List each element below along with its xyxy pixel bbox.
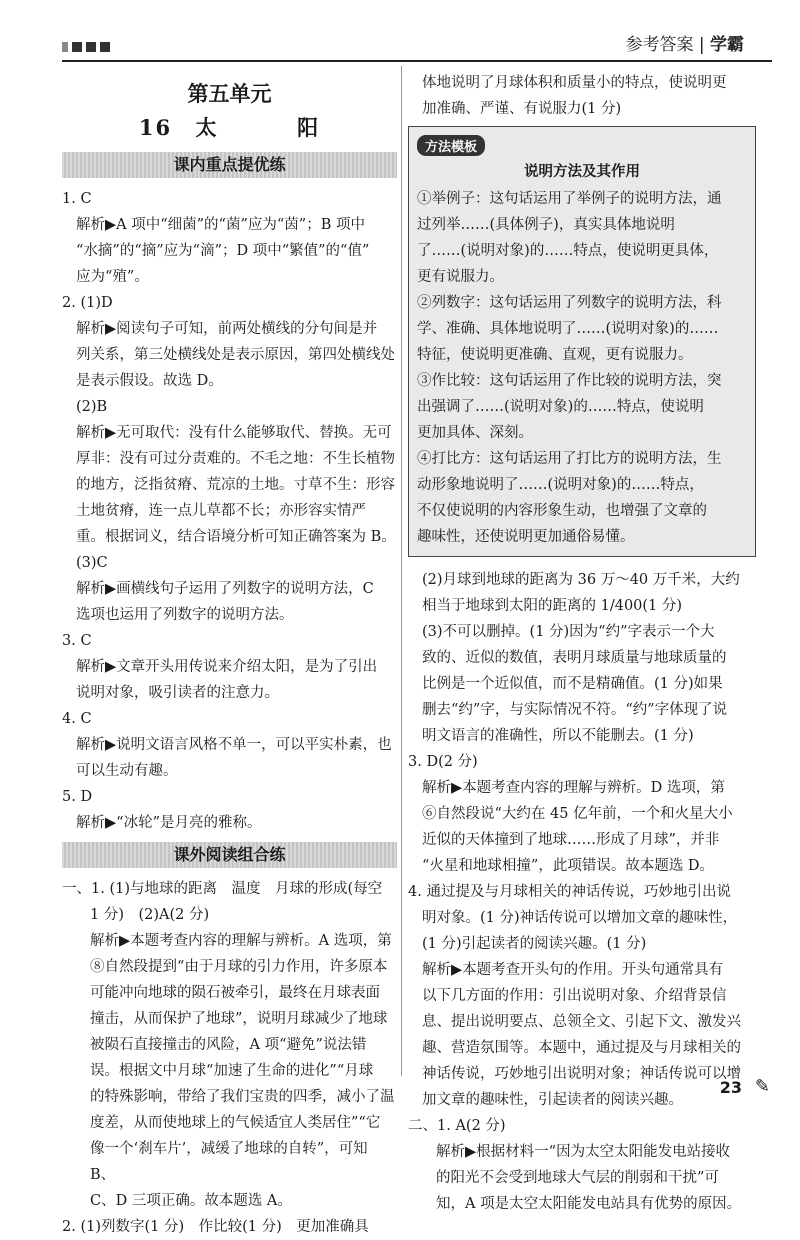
method-line: 了……(说明对象)的……特点，使说明更具体， [417, 243, 719, 259]
answer-part2-q1: 二、1. A(2 分) [408, 1118, 506, 1134]
analysis-line: 趣、营造氛围等。本题中，通过提及与月球相关的 [422, 1040, 741, 1056]
method-line: 更加具体、深刻。 [417, 425, 533, 441]
analysis-line: 的地方，泛指贫瘠、荒凉的土地。寸草不生：形容 [76, 477, 395, 493]
page-number: 23 [719, 1078, 742, 1097]
left-column [62, 70, 397, 1240]
analysis-line: 误。根据文中月球“加速了生命的进化”“月球 [90, 1063, 374, 1079]
answer-line: 致的、近似的数值，表明月球质量与地球质量的 [422, 650, 727, 666]
analysis-line: 撞击，从而保护了地球”，说明月球减少了地球 [90, 1011, 388, 1027]
answer-line: 比例是一个近似值，而不是精确值。(1 分)如果 [422, 676, 723, 692]
answer-line: 明对象。(1 分)神话传说可以增加文章的趣味性， [422, 910, 738, 926]
analysis-line: 的阳光不会受到地球大气层的削弱和干扰”可 [436, 1170, 719, 1186]
analysis-line: 解析▶本题考查内容的理解与辨析。A 选项，第 [90, 933, 392, 949]
answer-line: 加准确、严谨、有说服力(1 分) [422, 101, 622, 117]
method-line: ①举例子：这句话运用了举例子的说明方法，通 [417, 191, 722, 207]
header-text: 参考答案 [625, 35, 694, 55]
analysis-line: “水摘”的“摘”应为“滴”；D 项中“繁值”的“值” [76, 243, 370, 259]
method-line: ③作比较：这句话运用了作比较的说明方法，突 [417, 373, 722, 389]
reading-answer-2: 2. (1)列数字(1 分) 作比较(1 分) 更加准确具 [62, 1219, 369, 1235]
section-header-2: 课外阅读组合练 [62, 842, 397, 868]
analysis-line: 厚非：没有可过分责难的。不毛之地：不生长植物 [76, 451, 395, 467]
analysis-line: 解析▶说明文语言风格不单一，可以平实朴素，也 [76, 737, 392, 753]
analysis-line: “火星和地球相撞”，此项错误。故本题选 D。 [422, 858, 715, 874]
answer-line: 相当于地球到太阳的距离的 1/400(1 分) [422, 598, 683, 614]
answer-q3-reading: 3. D(2 分) [408, 754, 478, 770]
method-line: 学、准确、具体地说明了……(说明对象)的…… [417, 321, 719, 337]
analysis-line: 应为“殖”。 [76, 269, 149, 285]
analysis-line: 解析▶文章开头用传说来介绍太阳，是为了引出 [76, 659, 378, 675]
method-line: 出强调了……(说明对象)的……特点，使说明 [417, 399, 704, 415]
section-header-1: 课内重点提优练 [62, 152, 397, 178]
analysis-line: C、D 三项正确。故本题选 A。 [90, 1193, 292, 1209]
answer-line: 体地说明了月球体积和质量小的特点，使说明更 [422, 75, 727, 91]
analysis-line: 可能冲向地球的陨石被牵引，最终在月球表面 [90, 985, 380, 1001]
analysis-line: 神话传说，巧妙地引出说明对象；神话传说可以增 [422, 1066, 741, 1082]
answer-line: 删去“约”字，与实际情况不符。“约”字体现了说 [422, 702, 728, 718]
answer-q3: 3. C [62, 633, 92, 649]
analysis-line: 近似的天体撞到了地球……形成了月球”，并非 [422, 832, 720, 848]
analysis-line: 息、提出说明要点、总领全文、引起下文、激发兴 [422, 1014, 741, 1030]
method-line: 特征，使说明更准确、直观，更有说服力。 [417, 347, 693, 363]
method-line: ④打比方：这句话运用了打比方的说明方法，生 [417, 451, 722, 467]
answer-q4: 4. C [62, 711, 92, 727]
answer-q2-2: (2)B [76, 399, 108, 415]
method-line: 趣味性，还使说明更加通俗易懂。 [417, 529, 635, 545]
analysis-line: 被陨石直接撞击的风险，A 项“避免”说法错 [90, 1037, 367, 1053]
method-line: 更有说服力。 [417, 269, 504, 285]
analysis-line: ⑥自然段说“大约在 45 亿年前，一个和火星大小 [422, 806, 733, 822]
analysis-line: 土地贫瘠，连一点儿草都不长；亦形容实情严 [76, 503, 366, 519]
analysis-line: 度差，从而使地球上的气候适宜人类居住”“它 [90, 1115, 381, 1131]
method-box-title: 说明方法及其作用 [524, 163, 640, 180]
analysis-line: 的特殊影响，带给了我们宝贵的四季，减小了温 [90, 1089, 395, 1105]
pencil-icon: ✎ [754, 1076, 770, 1097]
method-line: ②列数字：这句话运用了列数字的说明方法，科 [417, 295, 722, 311]
analysis-line: 知，A 项是太空太阳能发电站具有优势的原因。 [436, 1196, 742, 1212]
lesson-title [62, 112, 397, 142]
analysis-line: 解析▶本题考查内容的理解与辨析。D 选项，第 [422, 780, 725, 796]
analysis-line: 解析▶根据材料一“因为太空太阳能发电站接收 [436, 1144, 731, 1160]
analysis-line: 是表示假设。故选 D。 [76, 373, 223, 389]
lesson-title-char-1: 太 [195, 115, 219, 140]
answer-q1: 1. C [62, 191, 92, 207]
answer-q4-reading: 4. 通过提及与月球相关的神话传说，巧妙地引出说 [408, 884, 731, 900]
analysis-line: 解析▶阅读句子可知，前两处横线的分句间是并 [76, 321, 378, 337]
answer-line: 明文语言的准确性，所以不能删去。(1 分) [422, 728, 694, 744]
analysis-line: 重。根据词义，结合语境分析可知正确答案为 B。 [76, 529, 396, 545]
analysis-line: 解析▶本题考查开头句的作用。开头句通常具有 [422, 962, 724, 978]
analysis-line: 加文章的趣味性，引起读者的阅读兴趣。 [422, 1092, 683, 1108]
answer-q2-3: (3)C [76, 555, 108, 571]
method-template-badge: 方法模板 [417, 135, 485, 156]
analysis-line: 像一个‘刹车片’，减缓了地球的自转”，可知 B、 [90, 1141, 368, 1183]
header-separator: | [698, 35, 705, 55]
analysis-line: 解析▶画横线句子运用了列数字的说明方法，C [76, 581, 374, 597]
analysis-line: 解析▶“冰轮”是月亮的雅称。 [76, 815, 262, 831]
analysis-line: 解析▶A 项中“细菌”的“菌”应为“茵”；B 项中 [76, 217, 365, 233]
analysis-line: 解析▶无可取代：没有什么能够取代、替换。无可 [76, 425, 392, 441]
header-rule [62, 60, 772, 62]
lesson-title-char-2: 阳 [297, 115, 321, 140]
method-line: 动形象地说明了……(说明对象)的……特点， [417, 477, 704, 493]
analysis-line: 以下几方面的作用：引出说明对象、介绍背景信 [422, 988, 727, 1004]
analysis-line: ⑧自然段提到“由于月球的引力作用，许多原本 [90, 959, 388, 975]
analysis-line: 说明对象，吸引读者的注意力。 [76, 685, 279, 701]
reading-answer-1-cont: 1 分) (2)A(2 分) [90, 907, 210, 923]
unit-title: 第五单元 [187, 81, 272, 106]
right-column [408, 70, 756, 1217]
answer-q2: 2. (1)D [62, 295, 113, 311]
column-divider [401, 66, 402, 1076]
reading-answer-1: 一、1. (1)与地球的距离 温度 月球的形成(每空 [62, 881, 383, 897]
answer-line: (1 分)引起读者的阅读兴趣。(1 分) [422, 936, 647, 952]
header-title [625, 30, 744, 55]
analysis-line: 列关系，第三处横线处是表示原因，第四处横线处 [76, 347, 395, 363]
analysis-line: 可以生动有趣。 [76, 763, 178, 779]
lesson-number: 16 [138, 115, 173, 140]
method-template-box [408, 126, 756, 557]
answer-q5: 5. D [62, 789, 93, 805]
answer-line: (3)不可以删掉。(1 分)因为“约”字表示一个大 [422, 624, 715, 640]
brand-logo: 学霸 [710, 35, 744, 55]
answer-line: (2)月球到地球的距离为 36 万～40 万千米，大约 [422, 572, 740, 588]
method-line: 过列举……(具体例子)，真实具体地说明 [417, 217, 675, 233]
analysis-line: 选项也运用了列数字的说明方法。 [76, 607, 294, 623]
header-decoration [62, 42, 110, 52]
method-line: 不仅使说明的内容形象生动，也增强了文章的 [417, 503, 707, 519]
